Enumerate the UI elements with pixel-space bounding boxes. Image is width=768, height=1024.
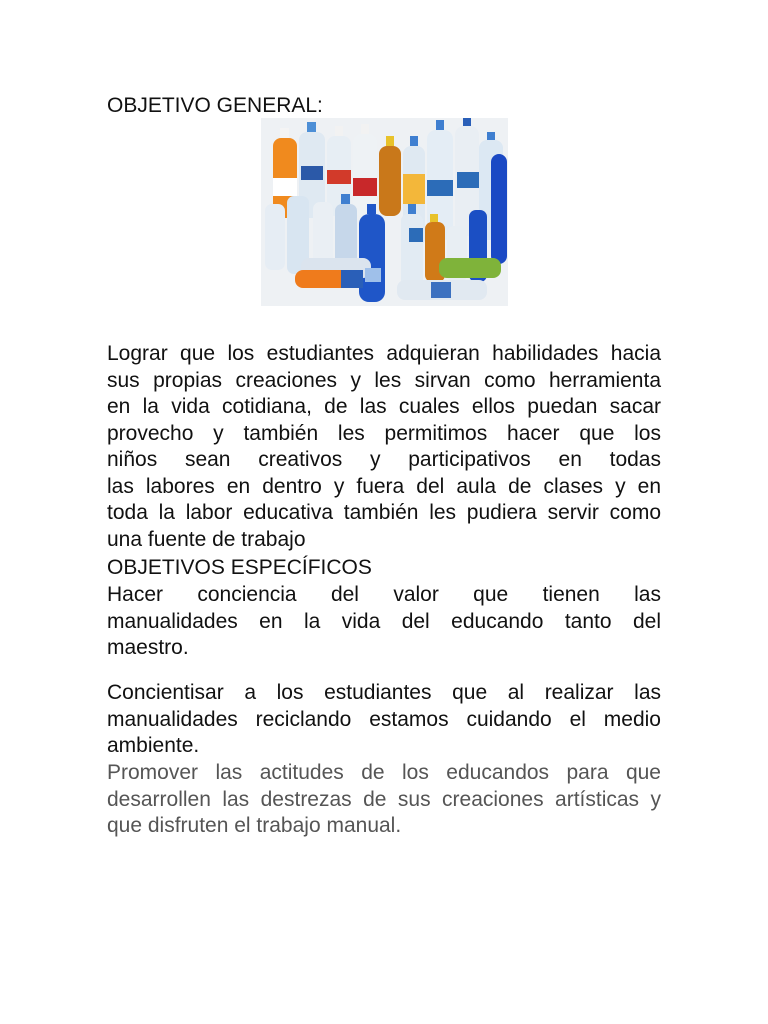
text-line: Promover las actitudes de los educandos para que — [107, 761, 661, 784]
text-line: sus propias creaciones y les sirvan como herramienta — [107, 368, 661, 392]
specific-objective-2 — [107, 680, 661, 760]
text-line: provecho y también les permitimos hacer que los — [107, 421, 661, 445]
bottles-image — [261, 118, 508, 306]
bottles-illustration-icon — [261, 118, 508, 306]
text-line: niños sean creativos y participativos en todas — [107, 448, 661, 471]
text-line: una fuente de trabajo — [107, 527, 306, 551]
text-line: maestro. — [107, 636, 189, 659]
text-line: manualidades en la vida del educando tanto del — [107, 609, 661, 633]
text-line: manualidades reciclando estamos cuidando el medio — [107, 707, 661, 731]
text-line: las labores en dentro y fuera del aula de clases y en — [107, 474, 661, 498]
text-line: Lograr que los estudiantes adquieran habilidades hacia — [107, 342, 661, 365]
specific-objective-3 — [107, 760, 661, 840]
specific-objective-1 — [107, 582, 661, 662]
text-line: desarrollen las destrezas de sus creaciones artísticas y — [107, 787, 661, 811]
text-line: que disfruten el trabajo manual. — [107, 814, 402, 837]
general-objective-paragraph — [107, 341, 661, 553]
text-line: ambiente. — [107, 734, 200, 757]
heading-objetivo-general: OBJETIVO GENERAL: — [107, 94, 323, 117]
text-line: Hacer conciencia del valor que tienen las — [107, 583, 661, 606]
heading-objetivos-especificos: OBJETIVOS ESPECÍFICOS — [107, 556, 372, 579]
text-line: toda la labor educativa también les pudiera servir como — [107, 501, 661, 524]
text-line: Concientisar a los estudiantes que al realizar las — [107, 681, 661, 704]
text-line: en la vida cotidiana, de las cuales ellos puedan sacar — [107, 395, 661, 418]
